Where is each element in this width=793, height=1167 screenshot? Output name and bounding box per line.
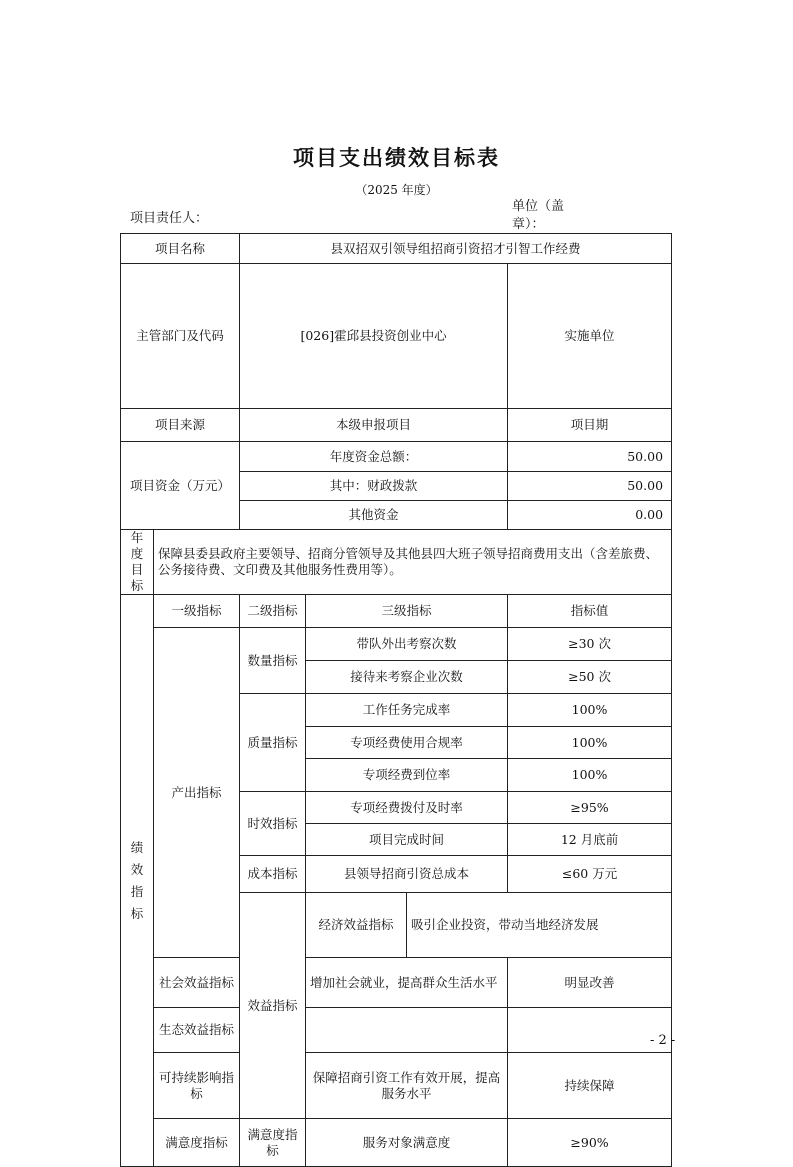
- benefit-indicator-label: 效益指标: [240, 893, 306, 1119]
- annual-goal-text: 保障县委县政府主要领导、招商分管领导及其他县四大班子领导招商费用支出（含差旅费、公务接待费、文印费及其他服务性费用等）。: [154, 530, 672, 595]
- col-level3-header: 三级指标: [306, 595, 508, 628]
- source-label: 项目来源: [121, 409, 240, 442]
- table-row: [121, 1008, 672, 1053]
- indicator-value: ≥95%: [508, 792, 672, 824]
- indicator-value: 100%: [508, 759, 672, 792]
- indicator-name: 县领导招商引资总成本: [306, 856, 508, 893]
- satisfaction-sub-label: 满意度指标: [240, 1119, 306, 1167]
- project-name-value: 县双招双引领导组招商引资招才引智工作经费: [240, 234, 672, 264]
- funds-fiscal-label: 其中：财政拨款: [240, 472, 508, 501]
- table-row: [121, 264, 672, 409]
- indicator-value: 100%: [508, 727, 672, 759]
- dept-label: 主管部门及代码: [121, 264, 240, 409]
- ecological-benefit-label: 生态效益指标: [154, 1008, 240, 1053]
- page-title: 项目支出绩效目标表: [293, 146, 500, 170]
- indicator-name: 带队外出考察次数: [306, 628, 508, 661]
- table-row: [121, 1119, 672, 1167]
- table-row: [121, 409, 672, 442]
- fiscal-year: （2025 年度）: [355, 183, 438, 197]
- project-name-label: 项目名称: [121, 234, 240, 264]
- indicator-name: 专项经费到位率: [306, 759, 508, 792]
- table-row: [121, 530, 672, 595]
- indicator-value: ≤60 万元: [508, 856, 672, 893]
- impl-unit-label: 实施单位: [508, 264, 672, 409]
- indicator-name: 专项经费使用合规率: [306, 727, 508, 759]
- indicator-name: 服务对象满意度: [306, 1119, 508, 1167]
- indicator-name: 工作任务完成率: [306, 694, 508, 727]
- indicator-name: 专项经费拨付及时率: [306, 792, 508, 824]
- output-indicator-label: 产出指标: [154, 628, 240, 958]
- indicator-value: 100%: [508, 694, 672, 727]
- table-row: [121, 234, 672, 264]
- indicator-value: 明显改善: [508, 958, 672, 1008]
- funds-total-value: 50.00: [508, 442, 672, 472]
- indicator-name: 吸引企业投资，带动当地经济发展: [407, 893, 672, 958]
- funds-other-value: 0.00: [508, 501, 672, 530]
- source-value: 本级申报项目: [240, 409, 508, 442]
- timeliness-indicator-label: 时效指标: [240, 792, 306, 856]
- economic-benefit-label: 经济效益指标: [306, 893, 407, 958]
- indicator-name: 增加社会就业，提高群众生活水平: [306, 958, 508, 1008]
- indicator-name: [306, 1008, 508, 1053]
- indicator-name: 项目完成时间: [306, 824, 508, 856]
- unit-stamp-label: 单位（盖章）：: [512, 199, 565, 232]
- period-label: 项目期: [508, 409, 672, 442]
- responsible-person-label: 项目责任人：: [130, 211, 209, 226]
- col-level1-header: 一级指标: [154, 595, 240, 628]
- table-row: [121, 1053, 672, 1119]
- page-number: - 2 -: [650, 1033, 676, 1048]
- indicator-name: 保障招商引资工作有效开展，提高服务水平: [306, 1053, 508, 1119]
- col-level2-header: 二级指标: [240, 595, 306, 628]
- funds-other-label: 其他资金: [240, 501, 508, 530]
- cost-indicator-label: 成本指标: [240, 856, 306, 893]
- funds-fiscal-value: 50.00: [508, 472, 672, 501]
- col-value-header: 指标值: [508, 595, 672, 628]
- indicator-value: ≥90%: [508, 1119, 672, 1167]
- table-row: [121, 958, 672, 1008]
- funds-total-label: 年度资金总额：: [240, 442, 508, 472]
- indicator-value: [508, 1008, 672, 1053]
- dept-value: [026]霍邱县投资创业中心: [240, 264, 508, 409]
- indicator-value: ≥30 次: [508, 628, 672, 661]
- table-row: [121, 628, 672, 661]
- indicator-value: ≥50 次: [508, 661, 672, 694]
- table-row: [121, 595, 672, 628]
- indicator-value: 12 月底前: [508, 824, 672, 856]
- satisfaction-indicator-label: 满意度指标: [154, 1119, 240, 1167]
- indicators-section-label: 绩效指标: [121, 595, 154, 1167]
- annual-goal-label: 年度目标: [121, 530, 154, 595]
- sustainable-impact-label: 可持续影响指标: [154, 1053, 240, 1119]
- social-benefit-label: 社会效益指标: [154, 958, 240, 1008]
- quality-indicator-label: 质量指标: [240, 694, 306, 792]
- table-row: [121, 442, 672, 472]
- performance-goal-table: [120, 233, 672, 1167]
- funds-label: 项目资金（万元）: [121, 442, 240, 530]
- indicator-value: 持续保障: [508, 1053, 672, 1119]
- quantity-indicator-label: 数量指标: [240, 628, 306, 694]
- indicator-name: 接待来考察企业次数: [306, 661, 508, 694]
